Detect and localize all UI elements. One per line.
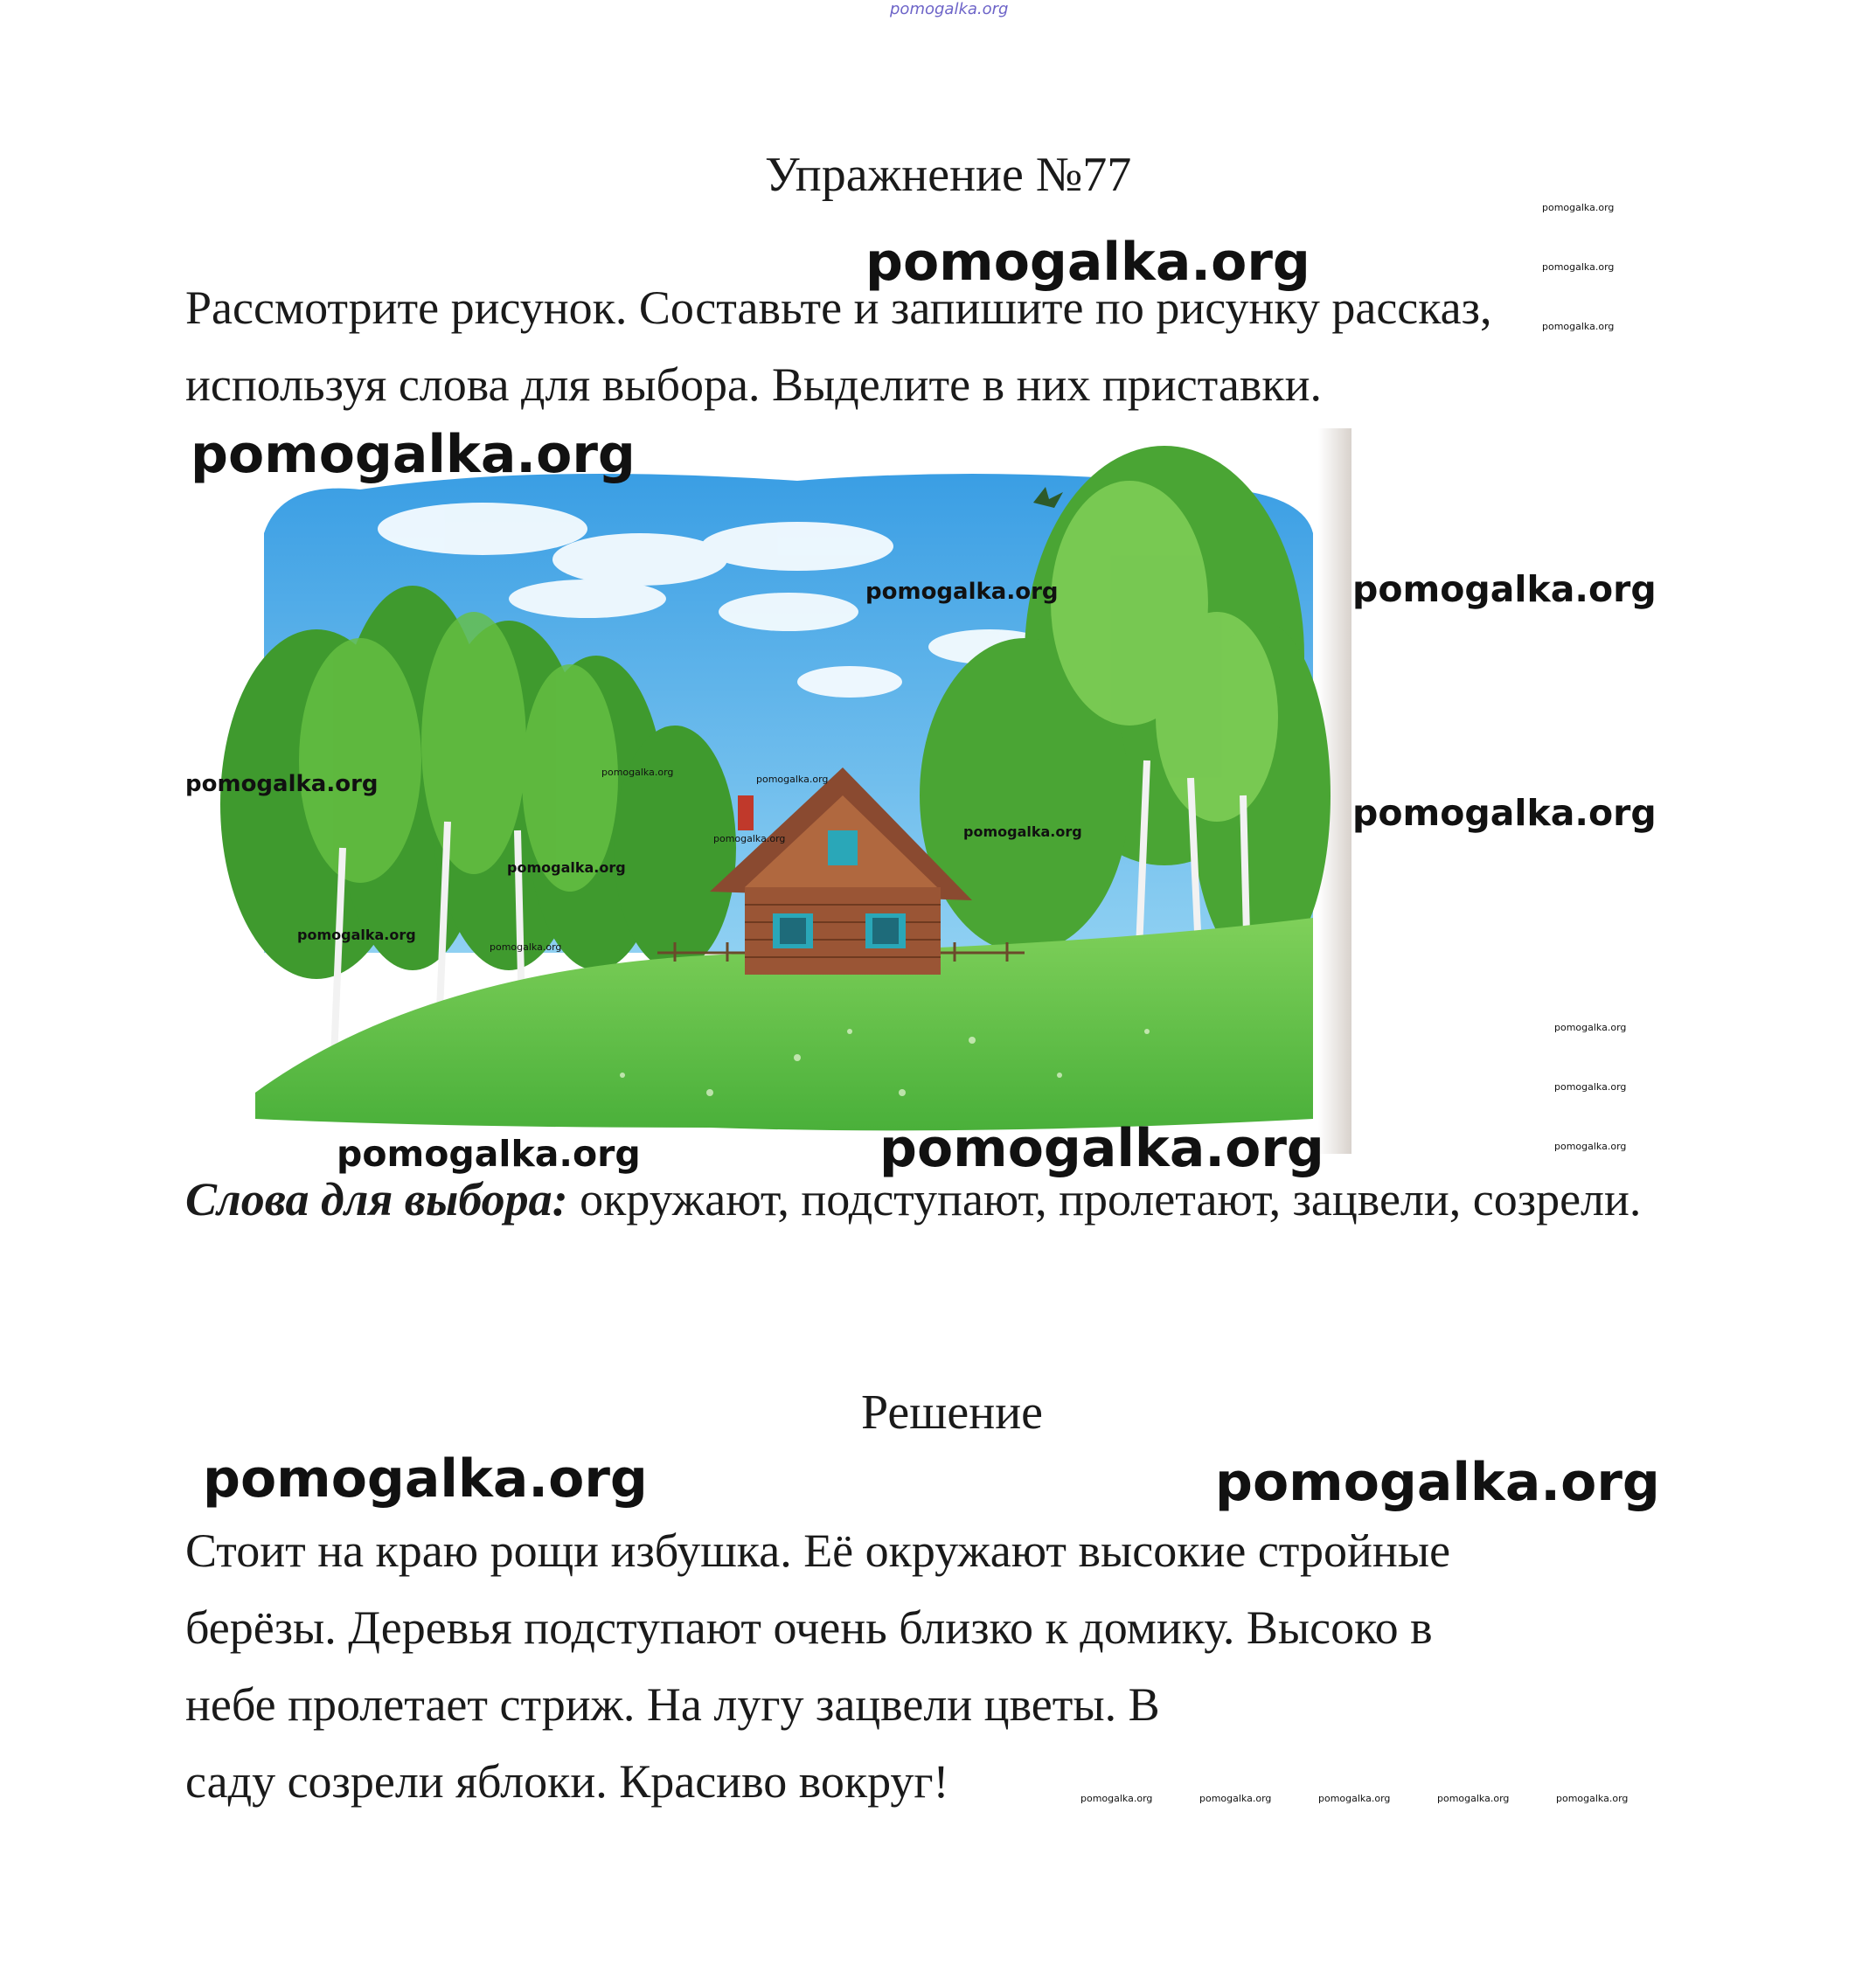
watermark: pomogalka.org [1215,1452,1660,1513]
watermark: pomogalka.org [713,833,786,844]
watermark: pomogalka.org [297,927,416,943]
watermark: pomogalka.org [865,579,1059,605]
solution-text [185,1512,1689,1820]
words-paragraph [185,1161,1689,1238]
watermark: pomogalka.org [1542,202,1615,213]
task-text: Рассмотрите рисунок. Составьте и запишите по рисунку рассказ, используя слова для выбора. Выделите в них приставки. [185,281,1492,411]
watermark: pomogalka.org [1554,1081,1627,1093]
watermark: pomogalka.org [191,424,636,485]
watermark: pomogalka.org [185,771,379,797]
words-list: окружают, подступают, пролетают, зацвели, созрели. [567,1173,1642,1226]
watermark: pomogalka.org [507,859,626,876]
words-label: Слова для выбора: [185,1173,568,1226]
watermark: pomogalka.org [879,1118,1324,1179]
watermark: pomogalka.org [1352,792,1657,834]
solution-line: Стоит на краю рощи избушка. Её окружают высокие стройные [185,1524,1451,1577]
watermark: pomogalka.org [756,774,829,785]
watermark: pomogalka.org [1352,568,1657,610]
watermark-top: pomogalka.org [890,0,1009,18]
watermark: pomogalka.org [203,1448,648,1510]
solution-title: Решение [861,1385,1044,1440]
watermark: pomogalka.org [1080,1793,1153,1804]
exercise-title: Упражнение №77 [765,148,1132,202]
watermark: pomogalka.org [601,767,674,778]
watermark: pomogalka.org [1542,321,1615,332]
watermark: pomogalka.org [1437,1793,1510,1804]
watermark: pomogalka.org [1556,1793,1629,1804]
watermark: pomogalka.org [1318,1793,1391,1804]
watermark: pomogalka.org [1542,261,1615,273]
watermark: pomogalka.org [1199,1793,1272,1804]
watermark: pomogalka.org [1554,1141,1627,1152]
solution-line: небе пролетает стриж. На лугу зацвели цветы. В [185,1678,1160,1731]
solution-line: саду созрели яблоки. Красиво вокруг! [185,1755,949,1808]
watermark: pomogalka.org [337,1133,641,1175]
watermark: pomogalka.org [1554,1022,1627,1033]
solution-line: берёзы. Деревья подступают очень близко к домику. Высоко в [185,1601,1433,1654]
watermark: pomogalka.org [490,941,562,953]
watermark: pomogalka.org [963,823,1082,840]
watermark: pomogalka.org [865,232,1310,293]
